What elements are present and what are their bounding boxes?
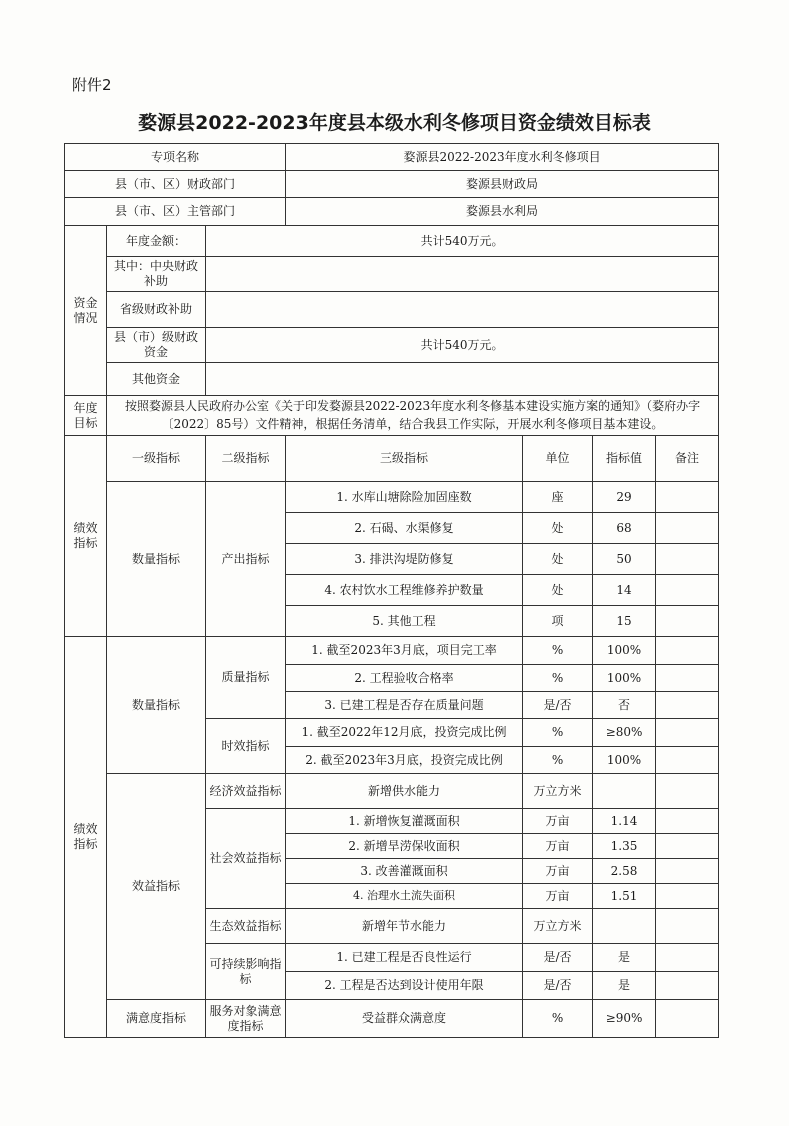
- indicator-note: [656, 834, 719, 859]
- col-level2-header: 二级指标: [206, 436, 286, 482]
- indicator-unit: %: [523, 1000, 593, 1038]
- header-label: 县（市、区）财政部门: [65, 171, 286, 198]
- indicator-note: [656, 544, 719, 575]
- indicator-value: 1.51: [593, 884, 656, 909]
- level2-label: 质量指标: [206, 637, 286, 719]
- header-label: 专项名称: [65, 144, 286, 171]
- level1-label: 效益指标: [107, 774, 206, 1000]
- indicator-value: 是: [593, 944, 656, 972]
- funds-value: [206, 292, 719, 328]
- indicator-value: 1.14: [593, 809, 656, 834]
- indicator-value: 100%: [593, 747, 656, 774]
- indicator-note: [656, 944, 719, 972]
- indicator-value: 2.58: [593, 859, 656, 884]
- indicator-unit: 是/否: [523, 692, 593, 719]
- indicator-name: 受益群众满意度: [286, 1000, 523, 1038]
- level1-label: 满意度指标: [107, 1000, 206, 1038]
- indicator-value: 100%: [593, 665, 656, 692]
- indicator-note: [656, 859, 719, 884]
- indicator-name: 4. 农村饮水工程维修养护数量: [286, 575, 523, 606]
- indicator-note: [656, 665, 719, 692]
- indicator-note: [656, 747, 719, 774]
- indicator-name: 2. 石碣、水渠修复: [286, 513, 523, 544]
- indicator-note: [656, 774, 719, 809]
- funds-group-label: 资金情况: [65, 226, 107, 396]
- indicator-unit: 万亩: [523, 859, 593, 884]
- indicator-name: 新增年节水能力: [286, 909, 523, 944]
- indicator-name: 2. 新增旱涝保收面积: [286, 834, 523, 859]
- indicator-name: 1. 截至2023年3月底，项目完工率: [286, 637, 523, 665]
- indicator-name: 4. 治理水土流失面积: [286, 884, 523, 909]
- indicator-unit: 处: [523, 513, 593, 544]
- performance-target-table: [64, 143, 719, 1038]
- indicator-unit: %: [523, 637, 593, 665]
- funds-row: [65, 292, 719, 328]
- level2-label: 经济效益指标: [206, 774, 286, 809]
- indicator-note: [656, 809, 719, 834]
- level2-label: 时效指标: [206, 719, 286, 774]
- indicator-row: [65, 774, 719, 809]
- funds-value: [206, 257, 719, 292]
- perf-header-row: [65, 436, 719, 482]
- indicator-value: ≥80%: [593, 719, 656, 747]
- funds-label: 年度金额：: [107, 226, 206, 257]
- header-value: 婺源县2022-2023年度水利冬修项目: [286, 144, 719, 171]
- indicator-row: [65, 482, 719, 513]
- indicator-note: [656, 884, 719, 909]
- indicator-value: 68: [593, 513, 656, 544]
- indicator-row: [65, 637, 719, 665]
- header-value: 婺源县水利局: [286, 198, 719, 226]
- indicator-note: [656, 972, 719, 1000]
- indicator-unit: 万亩: [523, 809, 593, 834]
- indicator-value: 1.35: [593, 834, 656, 859]
- indicator-unit: 是/否: [523, 944, 593, 972]
- level2-label: 可持续影响指标: [206, 944, 286, 1000]
- indicator-note: [656, 606, 719, 637]
- indicator-note: [656, 1000, 719, 1038]
- funds-label: 省级财政补助: [107, 292, 206, 328]
- funds-value: 共计540万元。: [206, 226, 719, 257]
- indicator-unit: 是/否: [523, 972, 593, 1000]
- indicator-unit: 万亩: [523, 884, 593, 909]
- indicator-name: 1. 水库山塘除险加固座数: [286, 482, 523, 513]
- annual-goal-text: 按照婺源县人民政府办公室《关于印发婺源县2022-2023年度水利冬修基本建设实施方案的通知》（婺府办字〔2022〕85号）文件精神，根据任务清单，结合我县工作实际，开展水利冬修项目基本建设。: [107, 396, 719, 436]
- indicator-name: 新增供水能力: [286, 774, 523, 809]
- funds-row: [65, 328, 719, 363]
- funds-label: 县（市）级财政资金: [107, 328, 206, 363]
- level2-label: 生态效益指标: [206, 909, 286, 944]
- indicator-name: 3. 改善灌溉面积: [286, 859, 523, 884]
- level1-label: 数量指标: [107, 482, 206, 637]
- col-value-header: 指标值: [593, 436, 656, 482]
- indicator-name: 2. 截至2023年3月底，投资完成比例: [286, 747, 523, 774]
- header-value: 婺源县财政局: [286, 171, 719, 198]
- col-note-header: 备注: [656, 436, 719, 482]
- attachment-label: 附件2: [72, 76, 112, 94]
- indicator-unit: 万亩: [523, 834, 593, 859]
- funds-label: 其他资金: [107, 363, 206, 396]
- indicator-note: [656, 575, 719, 606]
- indicator-note: [656, 692, 719, 719]
- indicator-name: 1. 截至2022年12月底，投资完成比例: [286, 719, 523, 747]
- indicator-unit: 万立方米: [523, 774, 593, 809]
- funds-row: [65, 363, 719, 396]
- indicator-note: [656, 909, 719, 944]
- indicator-value: 是: [593, 972, 656, 1000]
- indicator-value: 15: [593, 606, 656, 637]
- col-level3-header: 三级指标: [286, 436, 523, 482]
- header-label: 县（市、区）主管部门: [65, 198, 286, 226]
- col-unit-header: 单位: [523, 436, 593, 482]
- funds-row: [65, 226, 719, 257]
- perf-group-label: 绩效指标: [65, 436, 107, 637]
- funds-label: 其中：中央财政补助: [107, 257, 206, 292]
- indicator-name: 3. 已建工程是否存在质量问题: [286, 692, 523, 719]
- indicator-value: 50: [593, 544, 656, 575]
- level2-label: 服务对象满意度指标: [206, 1000, 286, 1038]
- level2-label: 社会效益指标: [206, 809, 286, 909]
- header-row: [65, 171, 719, 198]
- level1-label: 数量指标: [107, 637, 206, 774]
- indicator-unit: 项: [523, 606, 593, 637]
- indicator-value: [593, 909, 656, 944]
- indicator-value: [593, 774, 656, 809]
- indicator-name: 2. 工程验收合格率: [286, 665, 523, 692]
- indicator-name: 5. 其他工程: [286, 606, 523, 637]
- indicator-row: [65, 1000, 719, 1038]
- perf-group-label: 绩效指标: [65, 637, 107, 1038]
- indicator-name: 1. 已建工程是否良性运行: [286, 944, 523, 972]
- col-level1-header: 一级指标: [107, 436, 206, 482]
- funds-row: [65, 257, 719, 292]
- indicator-unit: %: [523, 719, 593, 747]
- funds-value: [206, 363, 719, 396]
- indicator-note: [656, 482, 719, 513]
- indicator-name: 1. 新增恢复灌溉面积: [286, 809, 523, 834]
- indicator-unit: 处: [523, 575, 593, 606]
- header-row: [65, 144, 719, 171]
- header-row: [65, 198, 719, 226]
- indicator-unit: %: [523, 747, 593, 774]
- annual-goal-label: 年度目标: [65, 396, 107, 436]
- indicator-unit: 万立方米: [523, 909, 593, 944]
- indicator-note: [656, 719, 719, 747]
- document-title: 婺源县2022-2023年度县本级水利冬修项目资金绩效目标表: [138, 112, 651, 134]
- level2-label: 产出指标: [206, 482, 286, 637]
- funds-value: 共计540万元。: [206, 328, 719, 363]
- indicator-note: [656, 637, 719, 665]
- indicator-unit: 座: [523, 482, 593, 513]
- indicator-name: 3. 排洪沟堤防修复: [286, 544, 523, 575]
- indicator-value: 否: [593, 692, 656, 719]
- indicator-value: 29: [593, 482, 656, 513]
- indicator-note: [656, 513, 719, 544]
- annual-goal-row: [65, 396, 719, 436]
- indicator-name: 2. 工程是否达到设计使用年限: [286, 972, 523, 1000]
- indicator-value: 14: [593, 575, 656, 606]
- indicator-value: 100%: [593, 637, 656, 665]
- indicator-value: ≥90%: [593, 1000, 656, 1038]
- indicator-unit: 处: [523, 544, 593, 575]
- indicator-unit: %: [523, 665, 593, 692]
